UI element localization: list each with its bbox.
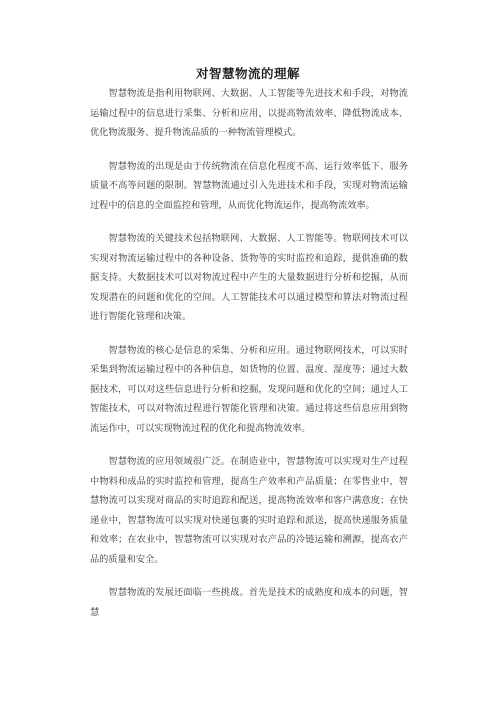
- paragraph-applications: 智慧物流的应用领域很广泛。在制造业中，智慧物流可以实现对生产过程中物料和成品的实时监控和管理，提高生产效率和产品质量；在零售业中，智慧物流可以实现对商品的实时追踪和配送，提高物流效率和客户满意度；在快递业中，智慧物流可以实现对快递包裹的实时追踪和派送，提高快递服务质量和效率；在农业中，智慧物流可以实现对农产品的冷链运输和溯源，提高农产品的质量和安全。: [90, 456, 408, 565]
- paragraph-key-technologies: 智慧物流的关键技术包括物联网、大数据、人工智能等。物联网技术可以实现对物流运输过程中的各种设备、货物等的实时监控和追踪，提供准确的数据支持。大数据技术可以对物流过程中产生的大量数据进行分析和挖掘，从而发现潜在的问题和优化的空间。人工智能技术可以通过模型和算法对物流过程进行智能化管理和决策。: [90, 233, 408, 322]
- document-title: 对智慧物流的理解: [195, 66, 300, 81]
- paragraph-challenges: 智慧物流的发展还面临一些挑战。首先是技术的成熟度和成本的问题，智慧: [90, 587, 408, 618]
- document-body: [90, 84, 408, 636]
- paragraph-origin: 智慧物流的出现是由于传统物流在信息化程度不高、运行效率低下、服务质量不高等问题的限制。智慧物流通过引入先进技术和手段，实现对物流运输过程中的信息的全面监控和管理，从而优化物流运作，提高物流效率。: [90, 160, 408, 211]
- paragraph-definition: 智慧物流是指利用物联网、大数据、人工智能等先进技术和手段，对物流运输过程中的信息进行采集、分析和应用，以提高物流效率、降低物流成本、优化物流服务、提升物流品质的一种物流管理模式。: [90, 88, 408, 138]
- paragraph-core: 智慧物流的核心是信息的采集、分析和应用。通过物联网技术，可以实时采集到物流运输过程中的各种信息，如货物的位置、温度、湿度等；通过大数据技术，可以对这些信息进行分析和挖掘，发现问题和优化的空间；通过人工智能技术，可以对物流过程进行智能化管理和决策。通过将这些信息应用到物流运作中，可以实现物流过程的优化和提高物流效率。: [90, 344, 408, 434]
